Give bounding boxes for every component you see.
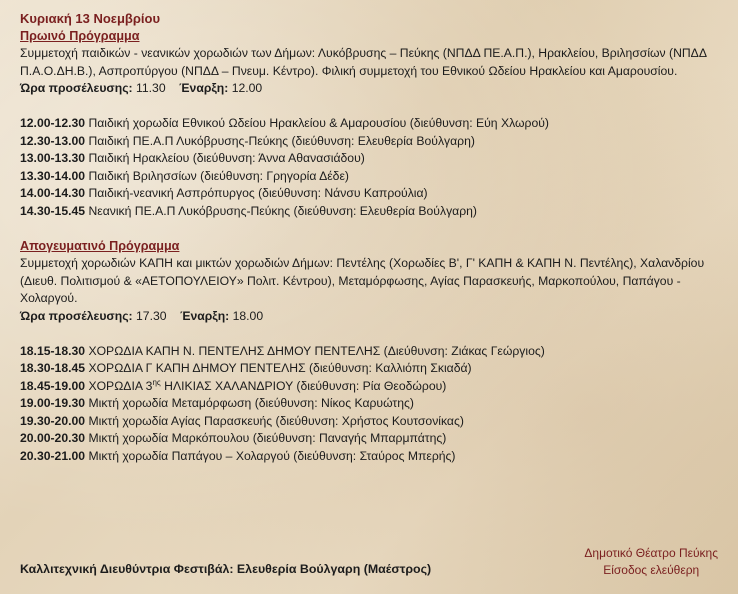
schedule-row — [20, 413, 730, 431]
schedule-time: 18.45-19.00 — [20, 378, 86, 393]
afternoon-arrival-time: 17.30 — [136, 308, 167, 323]
schedule-text: Μικτή χορωδία Μεταμόρφωση (διεύθυνση: Νίκος Καρυώτης) — [88, 396, 414, 411]
morning-times — [20, 80, 730, 98]
schedule-text: ΧΟΡΩΔΙΑ Γ ΚΑΠΗ ΔΗΜΟΥ ΠΕΝΤΕΛΗΣ (διεύθυνση: Καλλιόπη Σκιαδά) — [88, 361, 472, 376]
schedule-time: 12.30-13.00 — [20, 133, 86, 148]
schedule-time: 13.00-13.30 — [20, 151, 86, 166]
schedule-time: 20.00-20.30 — [20, 431, 86, 446]
schedule-row — [20, 360, 730, 378]
morning-intro: Συμμετοχή παιδικών - νεανικών χορωδιών των Δήμων: Λυκόβρυσης – Πεύκης (ΝΠΔΔ ΠΕ.Α.Π.), Ηρακλείου, Βριλησσίων (ΝΠΔΔ Π.Α.Ο.ΔΗ.Β.), Ασπροπύργου (ΝΠΔΔ – Πνευμ. Κέντρο). Φιλική συμμετοχή του Εθνικού Ωδείου Ηρακλείου και Αμαρουσίου. — [20, 46, 707, 78]
afternoon-start-label: Έναρξη: — [180, 308, 230, 323]
schedule-row — [20, 203, 730, 221]
schedule-time: 18.30-18.45 — [20, 361, 86, 376]
ordinal-suffix: ης — [152, 377, 161, 387]
schedule-time: 14.30-15.45 — [20, 203, 86, 218]
morning-arrival-time: 11.30 — [136, 81, 166, 96]
afternoon-intro: Συμμετοχή χορωδιών ΚΑΠΗ και μικτών χορωδιών Δήμων: Πεντέλης (Χορωδίες Β', Γ' ΚΑΠΗ & ΚΑΠΗ Ν. Πεντέλης), Χαλανδρίου (Διευθ. Πολιτισμού & «ΑΕΤΟΠΟΥΛΕΙΟΥ» Πολιτ. Κέντρου), Μεταμόρφωσης, Αγίας Παρασκευής, Μαρκοπούλου, Παπάγου - Χολαργού. — [20, 256, 705, 306]
schedule-text: Μικτή χορωδία Παπάγου – Χολαργού (διεύθυνση: Σταύρος Μπερής) — [88, 449, 456, 464]
schedule-row — [20, 430, 730, 448]
festival-director: Καλλιτεχνική Διευθύντρια Φεστιβάλ: Ελευθερία Βούλγαρη (Μαέστρος) — [20, 562, 432, 576]
venue-name: Δημοτικό Θέατρο Πεύκης — [584, 546, 718, 560]
morning-section-title: Πρωινό Πρόγραμμα — [20, 28, 140, 43]
schedule-row — [20, 185, 730, 203]
schedule-text: Μικτή χορωδία Αγίας Παρασκευής (διεύθυνση: Χρήστος Κουτσονίκας) — [88, 413, 464, 428]
afternoon-section-title: Απογευματινό Πρόγραμμα — [20, 238, 180, 253]
schedule-text: Παιδική-νεανική Ασπρόπυργος (διεύθυνση: Νάνσυ Καπρούλια) — [88, 186, 428, 201]
morning-arrival-label: Ώρα προσέλευσης: — [20, 81, 133, 96]
afternoon-times — [20, 308, 730, 326]
schedule-text: ΧΟΡΩΔΙΑ ΚΑΠΗ Ν. ΠΕΝΤΕΛΗΣ ΔΗΜΟΥ ΠΕΝΤΕΛΗΣ (Διεύθυνση: Ζιάκας Γεώργιος) — [88, 343, 545, 358]
schedule-text-post: ΗΛΙΚΙΑΣ ΧΑΛΑΝΔΡΙΟΥ (διεύθυνση: Ρία Θεοδώρου) — [160, 378, 447, 393]
schedule-row — [20, 448, 730, 466]
schedule-row — [20, 378, 730, 396]
schedule-text: Νεανική ΠΕ.Α.Π Λυκόβρυσης-Πεύκης (διεύθυνση: Ελευθερία Βούλγαρη) — [88, 203, 477, 218]
schedule-text — [88, 379, 446, 393]
afternoon-arrival-label: Ώρα προσέλευσης: — [20, 308, 133, 323]
morning-start-time: 12.00 — [231, 81, 263, 96]
schedule-time: 20.30-21.00 — [20, 449, 86, 464]
schedule-time: 12.00-12.30 — [20, 115, 86, 130]
afternoon-schedule — [20, 343, 730, 466]
schedule-time: 14.00-14.30 — [20, 186, 86, 201]
schedule-text: Μικτή χορωδία Μαρκόπουλου (διεύθυνση: Παναγής Μπαρμπάτης) — [88, 431, 447, 446]
schedule-row — [20, 133, 730, 151]
morning-schedule — [20, 115, 730, 221]
schedule-time: 19.30-20.00 — [20, 413, 86, 428]
morning-start-label: Έναρξη: — [179, 81, 229, 96]
date-heading: Κυριακή 13 Νοεμβρίου — [20, 11, 161, 26]
schedule-row — [20, 115, 730, 133]
program-page — [20, 10, 730, 466]
schedule-text: Παιδική χορωδία Εθνικού Ωδείου Ηρακλείου & Αμαρουσίου (διεύθυνση: Εύη Χλωρού) — [88, 115, 549, 130]
schedule-row — [20, 168, 730, 186]
schedule-time: 13.30-14.00 — [20, 168, 86, 183]
entry-note: Είσοδος ελεύθερη — [603, 563, 700, 577]
schedule-row — [20, 343, 730, 361]
afternoon-start-time: 18.00 — [232, 308, 264, 323]
schedule-text: Παιδική Ηρακλείου (διεύθυνση: Άννα Αθανασιάδου) — [88, 151, 365, 166]
schedule-text-pre: ΧΟΡΩΔΙΑ 3 — [88, 378, 153, 393]
schedule-text: Παιδική Βριλησσίων (διεύθυνση: Γρηγορία Δέδε) — [88, 168, 349, 183]
schedule-row — [20, 150, 730, 168]
schedule-row — [20, 395, 730, 413]
schedule-time: 19.00-19.30 — [20, 396, 86, 411]
schedule-text: Παιδική ΠΕ.Α.Π Λυκόβρυσης-Πεύκης (διεύθυνση: Ελευθερία Βούλγαρη) — [88, 133, 475, 148]
schedule-time: 18.15-18.30 — [20, 343, 86, 358]
venue-info — [584, 545, 718, 579]
